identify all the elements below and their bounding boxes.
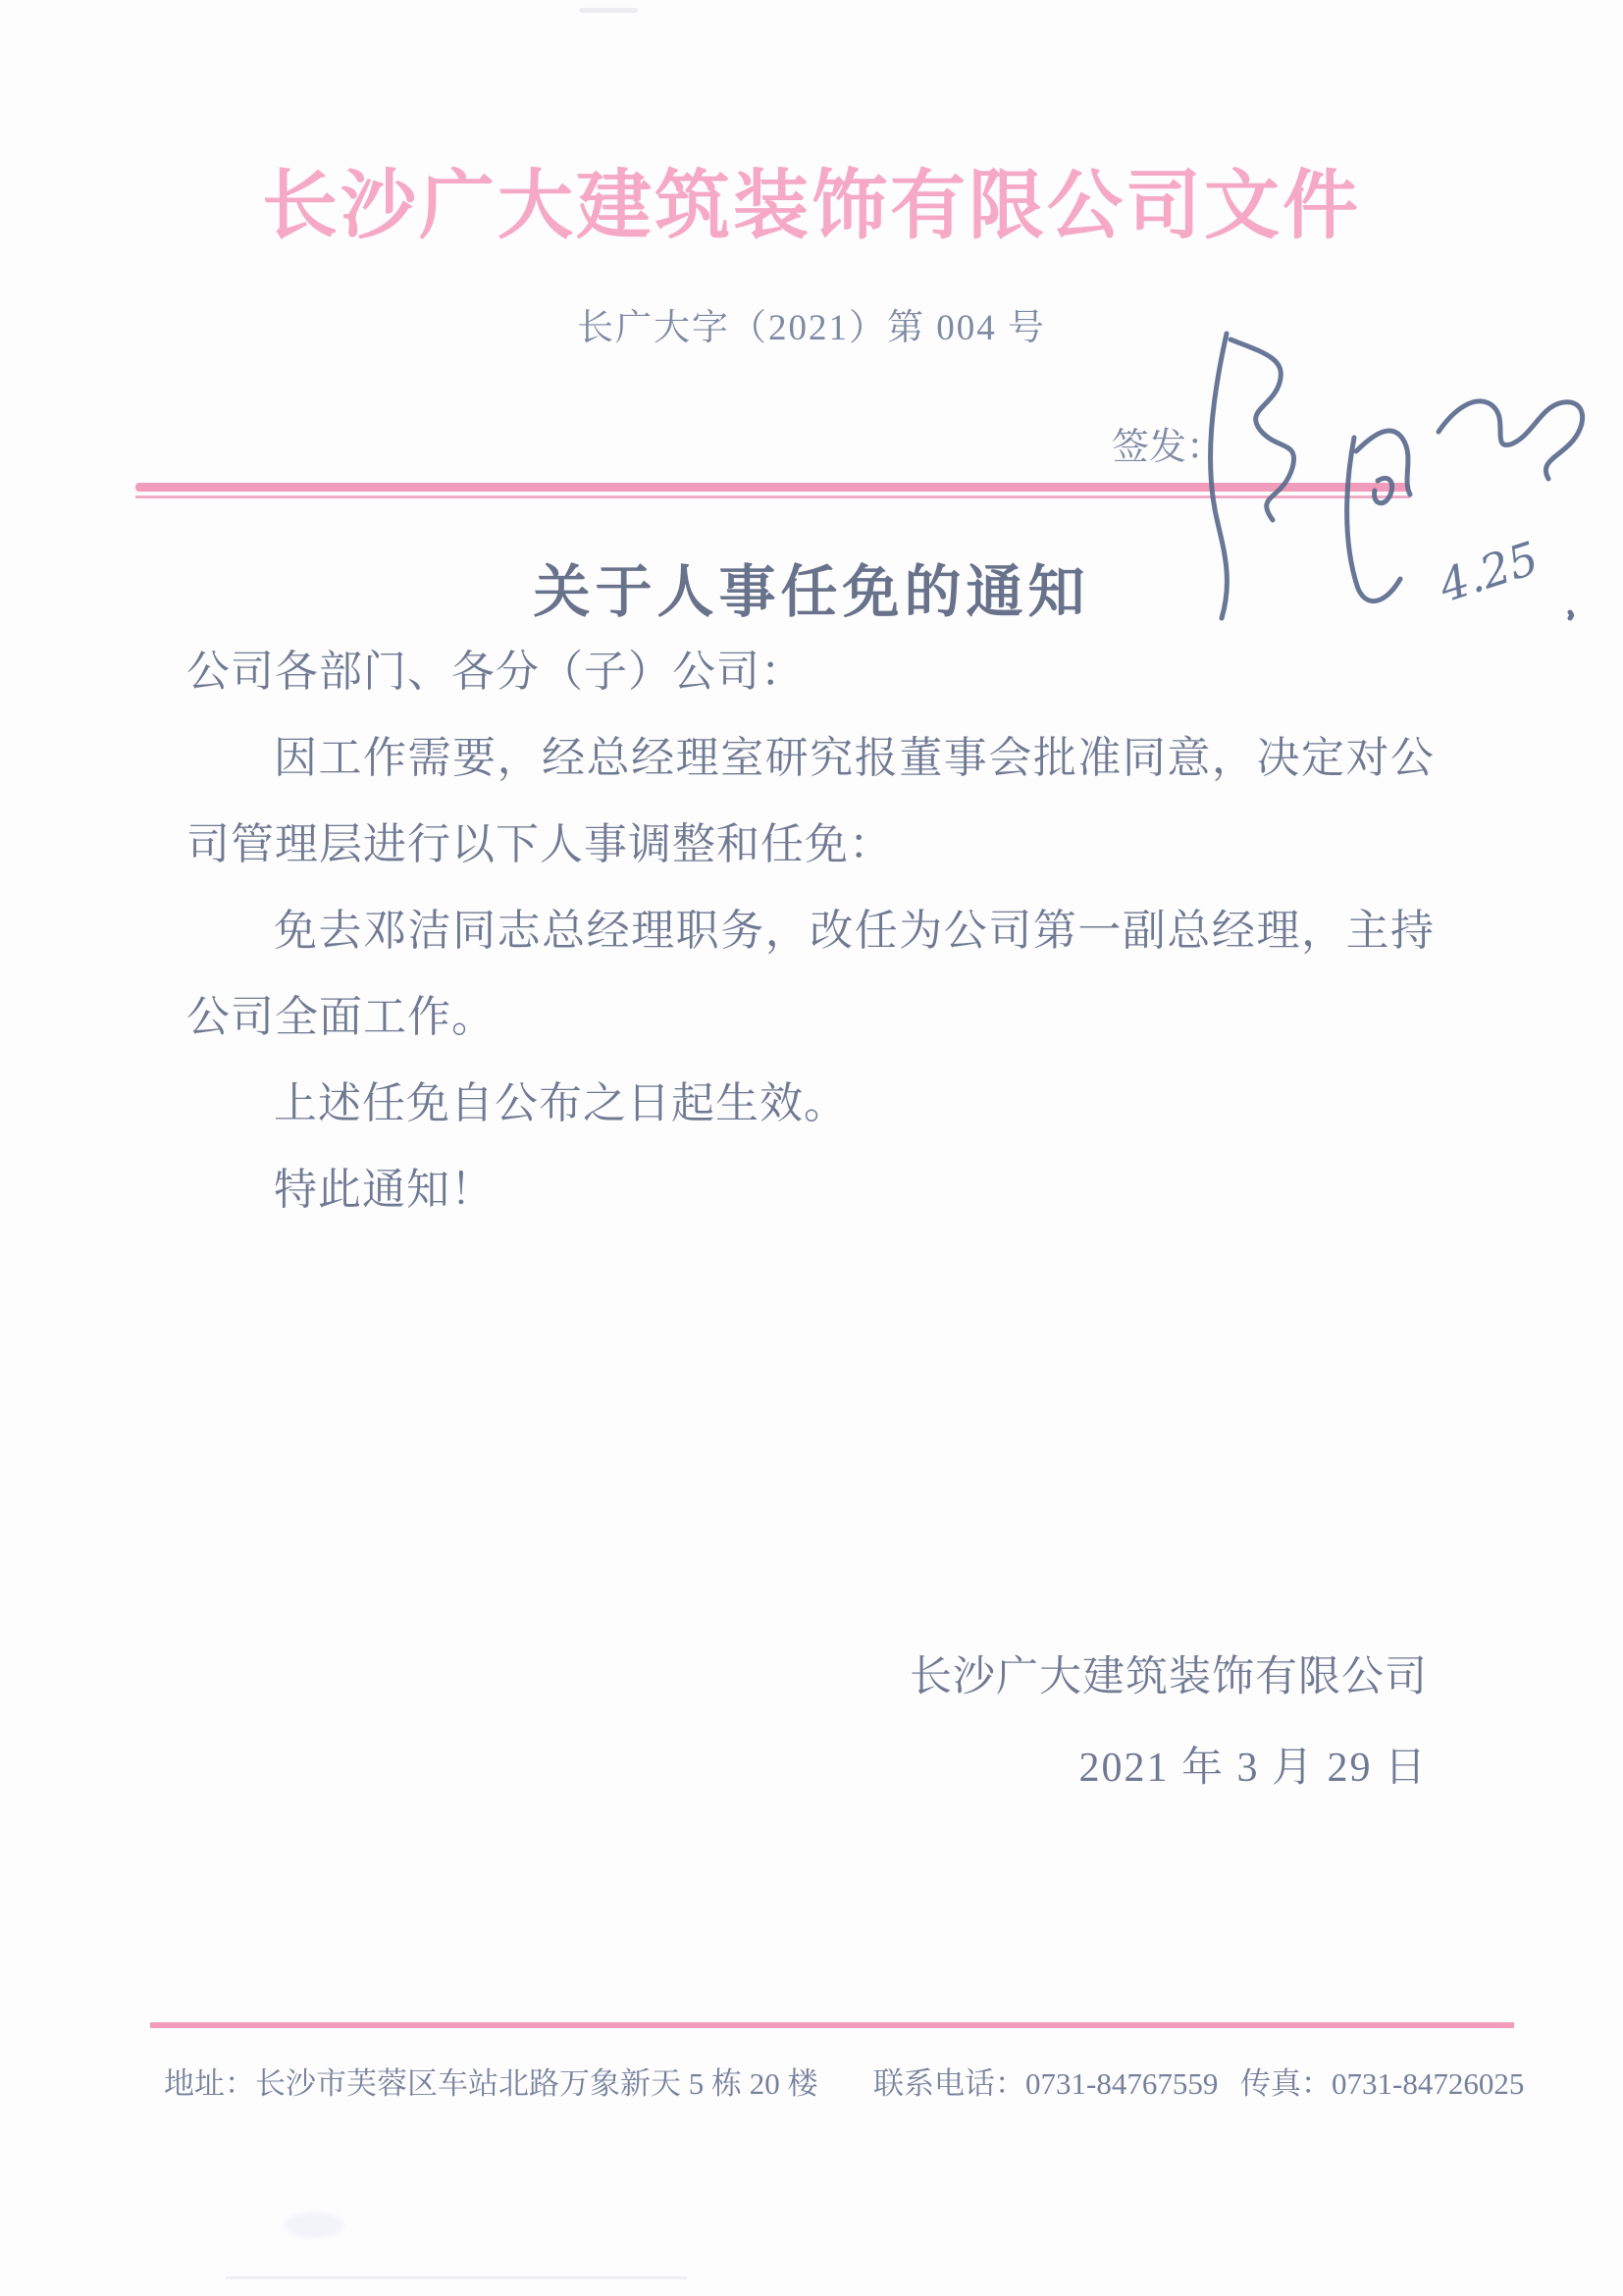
body-line: 上述任免自公布之日起生效。 — [274, 1079, 848, 1127]
closing-block — [910, 1656, 1428, 1790]
signature-stroke — [1570, 612, 1572, 618]
closing-company: 长沙广大建筑装饰有限公司 — [910, 1654, 1428, 1700]
body-line: 因工作需要，经总经理室研究报董事会批准同意，决定对公 — [274, 734, 1435, 782]
body-line: 公司各部门、各分（子）公司： — [186, 648, 805, 696]
footer-fax: 传真：0731-84726025 — [1240, 2066, 1525, 2101]
issuer-label: 签发： — [1112, 427, 1225, 468]
scan-artifact — [579, 8, 638, 13]
letterhead-title: 长沙广大建筑装饰有限公司文件 — [262, 164, 1361, 248]
scan-artifact — [285, 2213, 343, 2238]
signature-stroke — [1347, 438, 1400, 601]
doc-number: 长广大字（2021）第 004 号 — [577, 308, 1046, 348]
notice-title: 关于人事任免的通知 — [533, 560, 1090, 624]
signature-stroke — [1211, 334, 1228, 618]
scan-artifact — [226, 2276, 687, 2279]
signature-stroke — [1375, 478, 1392, 502]
body-line: 公司全面工作。 — [186, 993, 496, 1041]
footer-phone: 联系电话：0731-84767559 — [873, 2066, 1219, 2101]
body-line: 特此通知！ — [274, 1166, 495, 1214]
footer-address: 地址：长沙市芙蓉区车站北路万象新天 5 栋 20 楼 — [164, 2066, 818, 2101]
handwritten-date: 4.25 — [1432, 531, 1545, 613]
closing-date: 2021 年 3 月 29 日 — [1078, 1746, 1428, 1791]
signature-stroke — [1230, 339, 1294, 520]
signature-stroke — [1356, 431, 1410, 495]
body-line: 免去邓洁同志总经理职务，改任为公司第一副总经理，主持 — [274, 907, 1435, 955]
footer-rule — [150, 2022, 1514, 2028]
body-line: 司管理层进行以下人事调整和任免： — [186, 820, 893, 868]
signature-handwriting — [1126, 312, 1623, 642]
notice-body — [186, 629, 1435, 1233]
signature-stroke — [1439, 401, 1583, 479]
